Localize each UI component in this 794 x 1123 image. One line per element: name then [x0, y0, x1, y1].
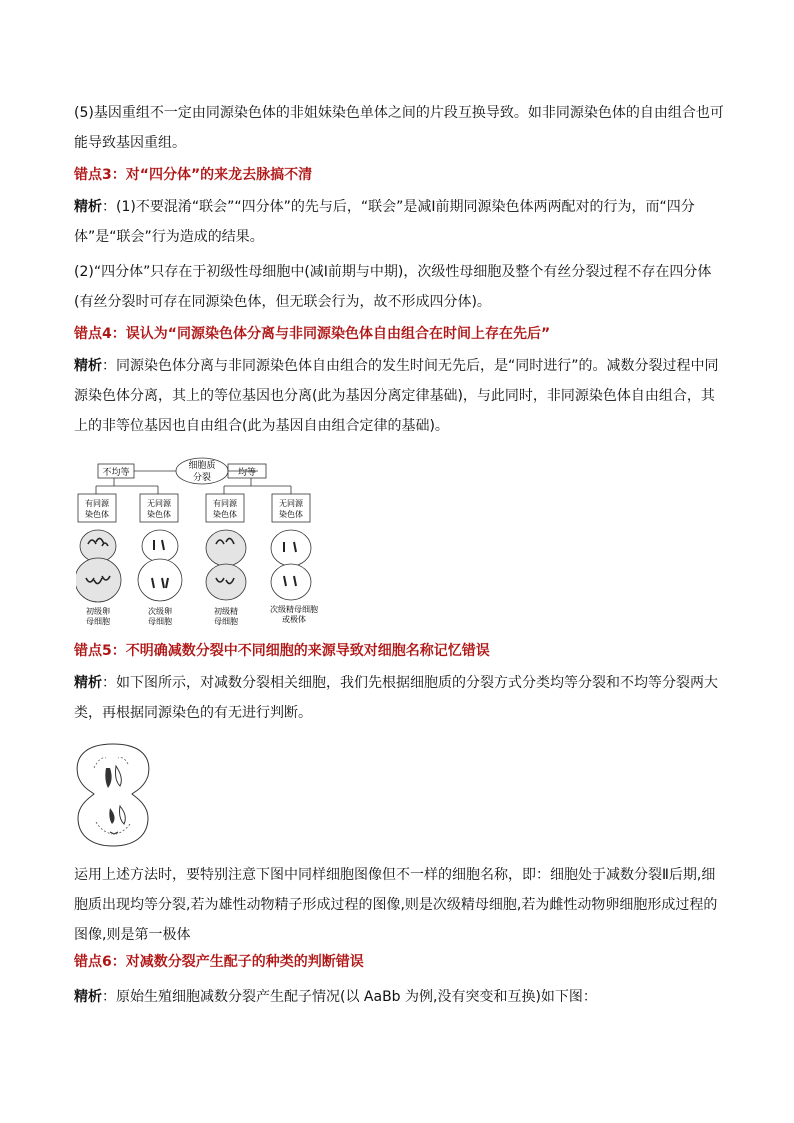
analysis-text: ：原始生殖细胞减数分裂产生配子情况(以 AaBb 为例,没有突变和互换)如下图： — [102, 989, 597, 1005]
root-label-2: 分裂 — [192, 473, 212, 483]
cell-name-1-line-1: 初级卵 — [86, 607, 110, 616]
box-4-line-1: 无同源 — [279, 499, 303, 508]
cell-name-4-line-2: 或极体 — [282, 615, 306, 624]
cell-name-3-line-1: 初级精 — [214, 607, 238, 616]
primary-spermatocyte-cell — [206, 530, 246, 600]
analysis-text: ：如下图所示，对减数分裂相关细胞，我们先根据细胞质的分裂方式分类均等分裂和不均等分裂两大类，再根据同源染色的有无进行判断。 — [74, 675, 718, 721]
analysis-label: 精析 — [74, 358, 102, 374]
paragraph-tetrad-1 — [74, 192, 724, 252]
heading-error-4: 错点4：误认为“同源染色体分离与非同源染色体自由组合在时间上存在先后” — [74, 326, 551, 342]
box-1-line-1: 有同源 — [85, 499, 109, 508]
paragraph-recombination: (5)基因重组不一定由同源染色体的非姐妹染色单体之间的片段互换导致。如非同源染色体的自由组合也可能导致基因重组。 — [74, 105, 724, 151]
cell-name-4-line-1: 次级精母细胞 — [270, 605, 318, 614]
root-label-1: 细胞质 — [188, 461, 216, 471]
box-2-line-2: 染色体 — [147, 510, 171, 519]
analysis-text: ：(1)不要混淆“联会”“四分体”的先与后，“联会”是减Ⅰ前期同源染色体两两配对的行为，而“四分体”是“联会”行为造成的结果。 — [74, 199, 695, 245]
analysis-label: 精析 — [74, 989, 102, 1005]
heading-error-5: 错点5：不明确减数分裂中不同细胞的来源导致对细胞名称记忆错误 — [74, 643, 490, 659]
cell-name-2-line-1: 次级卵 — [148, 607, 172, 616]
secondary-oocyte-cell — [138, 530, 182, 601]
box-4-line-2: 染色体 — [279, 510, 303, 519]
heading-error-3: 错点3：对“四分体”的来龙去脉搞不清 — [74, 167, 313, 183]
cell-name-1-line-2: 母细胞 — [86, 617, 110, 626]
cell-classification-diagram — [76, 456, 326, 630]
cell-figure-svg — [72, 738, 154, 850]
heading-error-6: 错点6：对减数分裂产生配子的种类的判断错误 — [74, 954, 364, 970]
box-3-line-1: 有同源 — [213, 499, 237, 508]
analysis-text: ：同源染色体分离与非同源染色体自由组合的发生时间无先后，是“同时进行”的。减数分裂过程中同源染色体分离，其上的等位基因也分离(此为基因分离定律基础)，与此同时，非同源染色体自由组合，其上的非等位基因也自由组合(此为基因自由组合定律的基础)。 — [74, 358, 719, 434]
unequal-label: 不均等 — [102, 468, 130, 478]
paragraph-separation — [74, 351, 724, 441]
primary-oocyte-cell — [76, 530, 121, 602]
secondary-spermatocyte-cell — [271, 530, 311, 600]
box-1-line-2: 染色体 — [85, 510, 109, 519]
anaphase-ii-cell-figure — [72, 738, 154, 854]
diagram-svg — [76, 456, 326, 626]
box-3-line-2: 染色体 — [213, 510, 237, 519]
paragraph-gametes — [74, 982, 724, 1012]
paragraph-cell-naming: 运用上述方法时，要特别注意下图中同样细胞图像但不一样的细胞名称，即：细胞处于减数分裂Ⅱ后期,细胞质出现均等分裂,若为雄性动物精子形成过程的图像,则是次级精母细胞,若为雌性动物卵细胞形成过程的图像,则是第一极体 — [74, 867, 718, 943]
paragraph-tetrad-2: (2)“四分体”只存在于初级性母细胞中(减Ⅰ前期与中期)，次级性母细胞及整个有丝分裂过程不存在四分体(有丝分裂时可存在同源染色体，但无联会行为，故不形成四分体)。 — [74, 264, 712, 310]
cell-name-2-line-2: 母细胞 — [148, 617, 172, 626]
analysis-label: 精析 — [74, 675, 102, 691]
equal-label: 均等 — [237, 468, 257, 478]
analysis-label: 精析 — [74, 199, 102, 215]
box-2-line-1: 无同源 — [147, 499, 171, 508]
cell-name-3-line-2: 母细胞 — [214, 617, 238, 626]
paragraph-cell-classification — [74, 668, 724, 728]
